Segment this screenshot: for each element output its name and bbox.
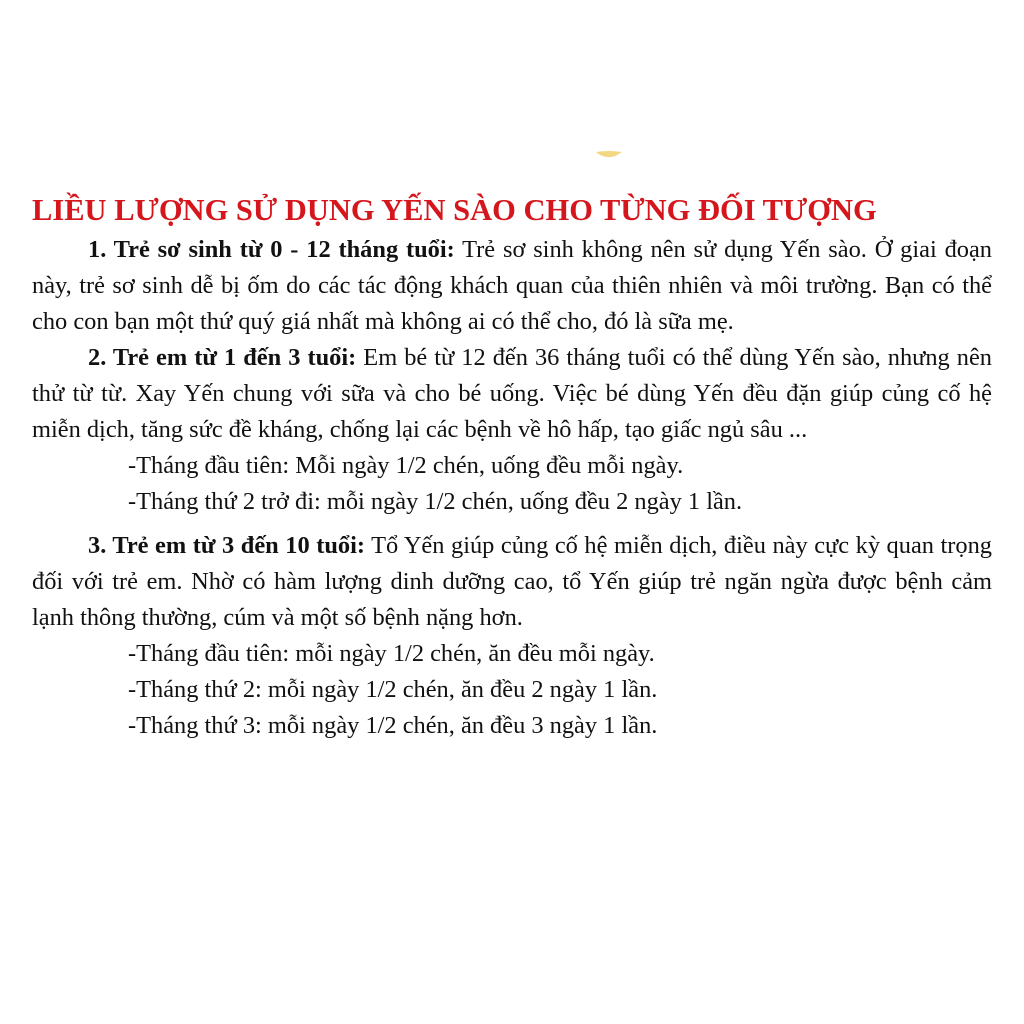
section-child [32, 528, 992, 636]
section-text: Tổ Yến giúp củng cố hệ miễn dịch, điều này cực kỳ quan trọng đối với trẻ em. Nhờ có hàm lượng dinh dưỡng cao, tổ Yến giúp trẻ ngăn ngừa được bệnh cảm lạnh thông thường, cúm và một số bệnh nặng hơn. [32, 532, 992, 631]
dosage-item: -Tháng thứ 3: mỗi ngày 1/2 chén, ăn đều 3 ngày 1 lần. [128, 712, 658, 739]
dosage-item: -Tháng thứ 2 trở đi: mỗi ngày 1/2 chén, uống đều 2 ngày 1 lần. [128, 488, 743, 515]
dosage-item: -Tháng đầu tiên: Mỗi ngày 1/2 chén, uống đều mỗi ngày. [128, 452, 684, 479]
section-heading: 3. Trẻ em từ 3 đến 10 tuổi: [88, 532, 365, 559]
section-newborn [32, 232, 992, 340]
section-text: Em bé từ 12 đến 36 tháng tuổi có thể dùng Yến sào, nhưng nên thử từ từ. Xay Yến chung với sữa và cho bé uống. Việc bé dùng Yến đều đặn giúp củng cố hệ miễn dịch, tăng sức đề kháng, chống lại các bệnh về hô hấp, tạo giấc ngủ sâu ... [32, 344, 992, 443]
dosage-item: -Tháng thứ 2: mỗi ngày 1/2 chén, ăn đều 2 ngày 1 lần. [128, 676, 658, 703]
section-heading: 2. Trẻ em từ 1 đến 3 tuổi: [88, 344, 357, 371]
decorative-mark-icon [596, 150, 622, 158]
section-text: Trẻ sơ sinh không nên sử dụng Yến sào. Ở giai đoạn này, trẻ sơ sinh dễ bị ốm do các tác động khách quan của thiên nhiên và môi trường. Bạn có thể cho con bạn một thứ quý giá nhất mà không ai có thể cho, đó là sữa mẹ. [32, 236, 992, 335]
document-title: LIỀU LƯỢNG SỬ DỤNG YẾN SÀO CHO TỪNG ĐỐI TƯỢNG [32, 193, 877, 227]
section-toddler [32, 340, 992, 448]
document-body [32, 232, 992, 744]
section-heading: 1. Trẻ sơ sinh từ 0 - 12 tháng tuổi: [88, 236, 455, 263]
dosage-item: -Tháng đầu tiên: mỗi ngày 1/2 chén, ăn đều mỗi ngày. [128, 640, 655, 667]
